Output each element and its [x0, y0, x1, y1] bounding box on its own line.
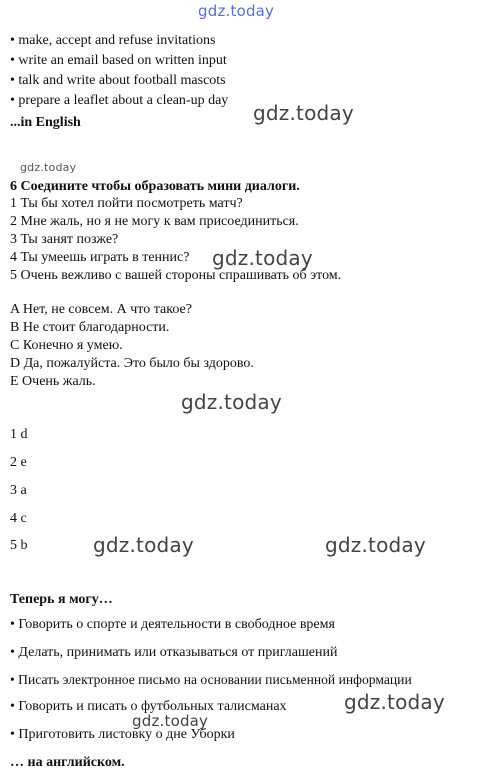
summary-item: • Делать, принимать или отказываться от приглашений [10, 645, 338, 660]
task-title: 6 Соедините чтобы образовать мини диалоги. [10, 179, 300, 194]
intro-bullet: • make, accept and refuse invitations [10, 33, 216, 48]
watermark-top: gdz.today [198, 2, 275, 20]
intro-bullet: • talk and write about football mascots [10, 73, 226, 88]
key-item: 5 b [10, 538, 28, 553]
question-item: 1 Ты бы хотел пойти посмотреть матч? [10, 196, 243, 211]
summary-item: • Писать электронное письмо на основании письменной информации [10, 672, 412, 687]
watermark: gdz.today [253, 101, 354, 125]
question-item: 2 Мне жаль, но я не могу к вам присоединиться. [10, 214, 299, 229]
summary-title: Теперь я могу… [10, 592, 113, 607]
watermark: gdz.today [344, 690, 445, 714]
watermark: gdz.today [325, 533, 426, 557]
watermark: gdz.today [93, 533, 194, 557]
watermark: gdz.today [181, 390, 282, 414]
key-item: 4 c [10, 511, 27, 526]
answer-item: E Очень жаль. [10, 374, 96, 389]
key-item: 3 a [10, 483, 27, 498]
question-item: 3 Ты занят позже? [10, 232, 119, 247]
question-item: 5 Очень вежливо с вашей стороны спрашивать об этом. [10, 268, 342, 283]
question-item: 4 Ты умеешь играть в теннис? [10, 250, 190, 265]
watermark: gdz.today [132, 712, 209, 730]
answer-item: D Да, пожалуйста. Это было бы здорово. [10, 356, 254, 371]
answer-item: A Нет, не совсем. А что такое? [10, 302, 192, 317]
watermark: gdz.today [212, 246, 313, 270]
summary-tail: … на английском. [10, 755, 125, 770]
summary-item: • Приготовить листовку о дне Уборки [10, 727, 235, 742]
intro-bullet: • prepare a leaflet about a clean-up day [10, 93, 229, 108]
answer-item: C Конечно я умею. [10, 338, 123, 353]
key-item: 2 e [10, 455, 27, 470]
summary-item: • Говорить и писать о футбольных талисманах [10, 699, 287, 714]
intro-bullet: • write an email based on written input [10, 53, 227, 68]
watermark-small: gdz.today [20, 161, 77, 174]
key-item: 1 d [10, 427, 28, 442]
summary-item: • Говорить о спорте и деятельности в свободное время [10, 617, 335, 632]
intro-tail: ...in English [10, 115, 81, 130]
answer-item: B Не стоит благодарности. [10, 320, 170, 335]
